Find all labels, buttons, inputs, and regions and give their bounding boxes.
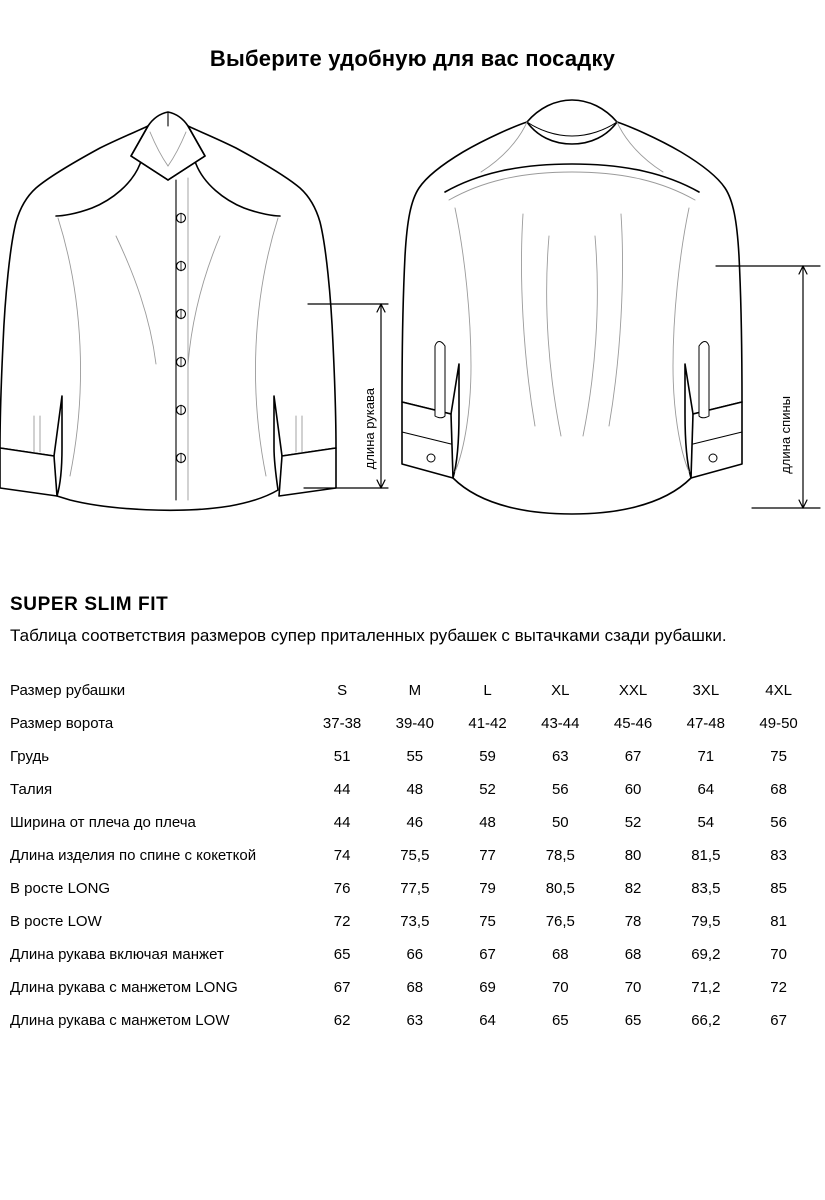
front-shirt-illustration bbox=[0, 112, 336, 510]
cell: 76 bbox=[333, 880, 351, 898]
cell: 39-40 bbox=[395, 715, 434, 733]
row-label: В росте LONG bbox=[10, 880, 111, 898]
cell: 79 bbox=[479, 880, 496, 898]
size-column-header: S bbox=[337, 682, 348, 700]
fit-description: Таблица соответствия размеров супер приталенных рубашек с вытачками сзади рубашки. bbox=[10, 626, 727, 645]
cell: 46 bbox=[406, 814, 424, 832]
cell: 65 bbox=[333, 946, 351, 964]
cell: 71,2 bbox=[691, 979, 721, 997]
cell: 82 bbox=[624, 880, 642, 898]
row-label: Длина рукава с манжетом LOW bbox=[10, 1012, 230, 1030]
table-row bbox=[10, 905, 815, 938]
cell: 56 bbox=[770, 814, 787, 832]
table-header-row bbox=[10, 674, 815, 707]
row-label: Размер ворота bbox=[10, 715, 114, 733]
cell: 59 bbox=[479, 748, 496, 766]
cell: 78,5 bbox=[545, 847, 575, 865]
cell: 81,5 bbox=[691, 847, 721, 865]
size-column-header: 3XL bbox=[692, 682, 720, 700]
cell: 52 bbox=[479, 781, 496, 799]
cell: 63 bbox=[406, 1012, 424, 1030]
table-row bbox=[10, 839, 815, 872]
cell: 72 bbox=[770, 979, 787, 997]
row-label: В росте LOW bbox=[10, 913, 102, 931]
cell: 72 bbox=[333, 913, 351, 931]
cell: 70 bbox=[770, 946, 787, 964]
cell: 43-44 bbox=[541, 715, 580, 733]
row-label: Длина изделия по спине с кокеткой bbox=[10, 847, 257, 865]
cell: 44 bbox=[333, 814, 351, 832]
row-label: Ширина от плеча до плеча bbox=[10, 814, 196, 832]
cell: 50 bbox=[551, 814, 569, 832]
cell: 81 bbox=[770, 913, 787, 931]
size-column-header: L bbox=[483, 682, 492, 700]
cell: 68 bbox=[770, 781, 787, 799]
shirt-diagram-svg bbox=[0, 96, 825, 576]
cell: 67 bbox=[770, 1012, 787, 1030]
back-length-label: длина спины bbox=[778, 396, 793, 474]
cell: 69,2 bbox=[691, 946, 721, 964]
cell: 67 bbox=[624, 748, 642, 766]
cell: 64 bbox=[479, 1012, 496, 1030]
page-title: Выберите удобную для вас посадку bbox=[209, 46, 616, 71]
cell: 75 bbox=[479, 913, 496, 931]
table-row bbox=[10, 938, 815, 971]
cell: 47-48 bbox=[686, 715, 725, 733]
size-column-header: XL bbox=[551, 682, 570, 700]
cell: 76,5 bbox=[545, 913, 575, 931]
cell: 62 bbox=[333, 1012, 351, 1030]
cell: 83 bbox=[770, 847, 787, 865]
cell: 63 bbox=[551, 748, 569, 766]
cell: 80 bbox=[624, 847, 642, 865]
cell: 74 bbox=[333, 847, 351, 865]
shirt-illustrations bbox=[0, 96, 825, 576]
cell: 80,5 bbox=[545, 880, 575, 898]
cell: 65 bbox=[551, 1012, 569, 1030]
cell: 56 bbox=[551, 781, 569, 799]
cell: 64 bbox=[697, 781, 715, 799]
size-table bbox=[10, 674, 815, 1037]
table-row bbox=[10, 806, 815, 839]
row-label: Длина рукава с манжетом LONG bbox=[10, 979, 238, 997]
size-column-header: 4XL bbox=[765, 682, 792, 700]
table-row bbox=[10, 773, 815, 806]
cell: 44 bbox=[333, 781, 351, 799]
cell: 73,5 bbox=[400, 913, 430, 931]
table-row bbox=[10, 872, 815, 905]
fit-name: SUPER SLIM FIT bbox=[10, 594, 169, 615]
cell: 68 bbox=[624, 946, 642, 964]
cell: 60 bbox=[624, 781, 642, 799]
cell: 71 bbox=[697, 748, 715, 766]
cell: 48 bbox=[406, 781, 424, 799]
cell: 49-50 bbox=[759, 715, 798, 733]
fit-description-block bbox=[0, 594, 825, 648]
table-row bbox=[10, 740, 815, 773]
cell: 51 bbox=[333, 748, 351, 766]
row-label: Грудь bbox=[10, 748, 50, 766]
sleeve-length-label: длина рукава bbox=[362, 388, 377, 470]
table-row bbox=[10, 707, 815, 740]
cell: 48 bbox=[479, 814, 496, 832]
cell: 67 bbox=[333, 979, 351, 997]
row-label: Талия bbox=[10, 781, 53, 799]
cell: 55 bbox=[406, 748, 424, 766]
cell: 66,2 bbox=[691, 1012, 721, 1030]
cell: 70 bbox=[551, 979, 569, 997]
back-shirt-illustration bbox=[402, 100, 742, 514]
cell: 68 bbox=[406, 979, 424, 997]
cell: 68 bbox=[551, 946, 569, 964]
cell: 65 bbox=[624, 1012, 642, 1030]
cell: 75,5 bbox=[400, 847, 430, 865]
table-row bbox=[10, 971, 815, 1004]
cell: 77,5 bbox=[400, 880, 430, 898]
cell: 66 bbox=[406, 946, 424, 964]
cell: 77 bbox=[479, 847, 496, 865]
cell: 54 bbox=[697, 814, 715, 832]
cell: 45-46 bbox=[613, 715, 653, 733]
row-label: Длина рукава включая манжет bbox=[10, 946, 224, 964]
cell: 85 bbox=[770, 880, 787, 898]
cell: 83,5 bbox=[691, 880, 721, 898]
table-row bbox=[10, 1004, 815, 1037]
size-column-header: XXL bbox=[618, 682, 648, 700]
cell: 67 bbox=[479, 946, 496, 964]
cell: 70 bbox=[624, 979, 642, 997]
cell: 79,5 bbox=[691, 913, 721, 931]
cell: 75 bbox=[770, 748, 787, 766]
cell: 37-38 bbox=[322, 715, 362, 733]
cell: 69 bbox=[479, 979, 496, 997]
cell: 41-42 bbox=[468, 715, 507, 733]
cell: 78 bbox=[624, 913, 642, 931]
size-column-header: M bbox=[408, 682, 422, 700]
table-row-header-label: Размер рубашки bbox=[10, 682, 126, 700]
cell: 52 bbox=[624, 814, 642, 832]
